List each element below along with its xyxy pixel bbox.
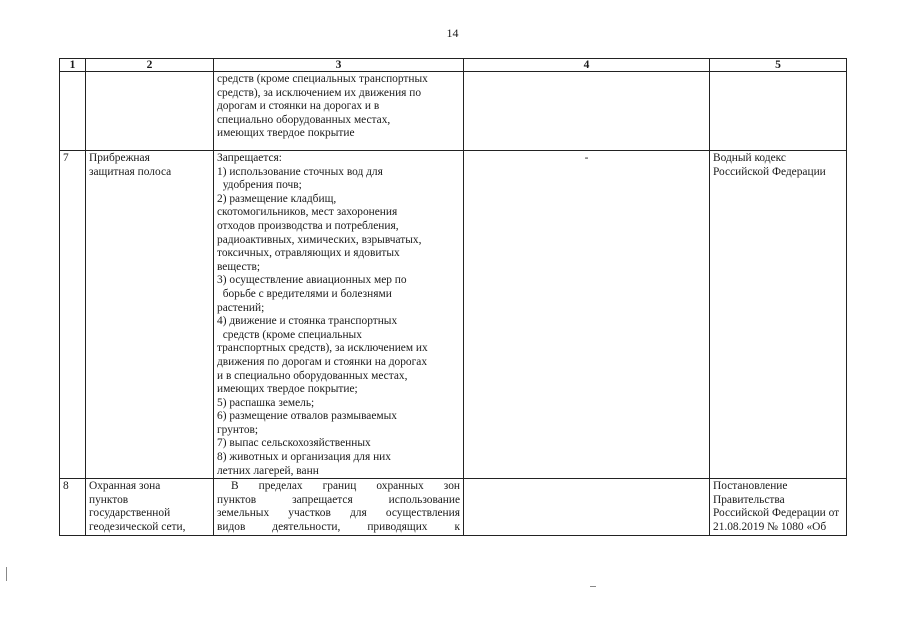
text-line: грунтов; [217,423,259,436]
header-col-1: 1 [60,59,86,72]
text-line: средств (кроме специальных [217,328,362,341]
text-line: 1) использование сточных вод для [217,165,383,178]
continuation-restrictions [214,72,464,151]
text-line: специально оборудованных местах, [217,113,391,126]
continuation-name [86,72,214,151]
restrictions-table [59,58,847,536]
restrictions-paragraph [214,479,464,535]
continuation-col4 [464,72,710,151]
text-line: 21.08.2019 № 1080 «Об [713,521,827,534]
continuation-num [60,72,86,151]
text-line: радиоактивных, химических, взрывчатых, [217,233,422,246]
text-line: 4) движение и стоянка транспортных [217,315,398,328]
text-line: Российской Федерации [713,165,826,178]
text-line: 7) выпас сельскохозяйственных [217,437,371,450]
scan-edge-mark [6,567,7,581]
table-row-7 [60,151,847,479]
text-line: пунктов запрещается использование [217,493,460,506]
page-number: 14 [446,26,459,40]
text-line: 5) распашка земель; [217,396,315,409]
text-line: скотомогильников, мест захоронения [217,206,398,219]
table-row-continuation [60,72,847,151]
text-line: геодезической сети, [89,521,186,534]
text-line: защитная полоса [89,165,172,178]
header-row [60,59,847,72]
text-line: имеющих твердое покрытие [217,127,355,140]
text-line: В пределах границ охранных зон [231,480,460,493]
text-line: 8) животных и организация для них [217,451,391,464]
text-line: Правительства [713,493,785,506]
text-line: 6) размещение отвалов размываемых [217,410,397,423]
text-line: Охранная зона [89,480,161,493]
text-line: борьбе с вредителями и болезнями [217,287,392,300]
text-line: пунктов [89,493,129,506]
text-line: видов деятельности, приводящих к [217,521,460,534]
text-line: дорогам и стоянки на дорогах и в [217,100,380,113]
continuation-basis [710,72,847,151]
text-line: токсичных, отравляющих и ядовитых [217,247,400,260]
text-line: государственной [89,507,171,520]
header-col-2: 2 [86,59,214,72]
table-row-8 [60,479,847,535]
legal-basis [710,479,847,535]
legal-basis [710,151,847,479]
col4-value: - [464,151,710,479]
text-line: отходов производства и потребления, [217,219,399,232]
text-line: 3) осуществление авиационных мер по [217,274,407,287]
scan-artifact-dash [590,586,596,587]
text-line: Прибрежная [89,152,150,164]
text-line: растений; [217,301,265,314]
text-line: имеющих твердое покрытие; [217,383,358,396]
row-number: 7 [60,151,86,479]
text-line: летних лагерей, ванн [217,464,319,477]
text-line: средств (кроме специальных транспортных [217,73,428,85]
text-line: 2) размещение кладбищ, [217,192,337,205]
text-line: движения по дорогам и стоянки на дорогах [217,355,428,368]
text-line: веществ; [217,260,261,273]
header-col-4: 4 [464,59,710,72]
col4-value [464,479,710,535]
text-line: Водный кодекс [713,152,786,164]
text-line: Российской Федерации от [713,507,840,520]
header-col-3: 3 [214,59,464,72]
text-line: земельных участков для осуществления [217,507,460,520]
zone-name [86,479,214,535]
text-line: транспортных средств), за исключением их [217,342,428,355]
zone-name [86,151,214,479]
text-line: Постановление [713,480,788,493]
text-line: удобрения почв; [217,179,302,192]
text-line: средств), за исключением их движения по [217,86,422,99]
header-col-5: 5 [710,59,847,72]
text-line: Запрещается: [217,152,282,164]
text-line: и в специально оборудованных местах, [217,369,408,382]
row-number: 8 [60,479,86,535]
restrictions-list [214,151,464,479]
